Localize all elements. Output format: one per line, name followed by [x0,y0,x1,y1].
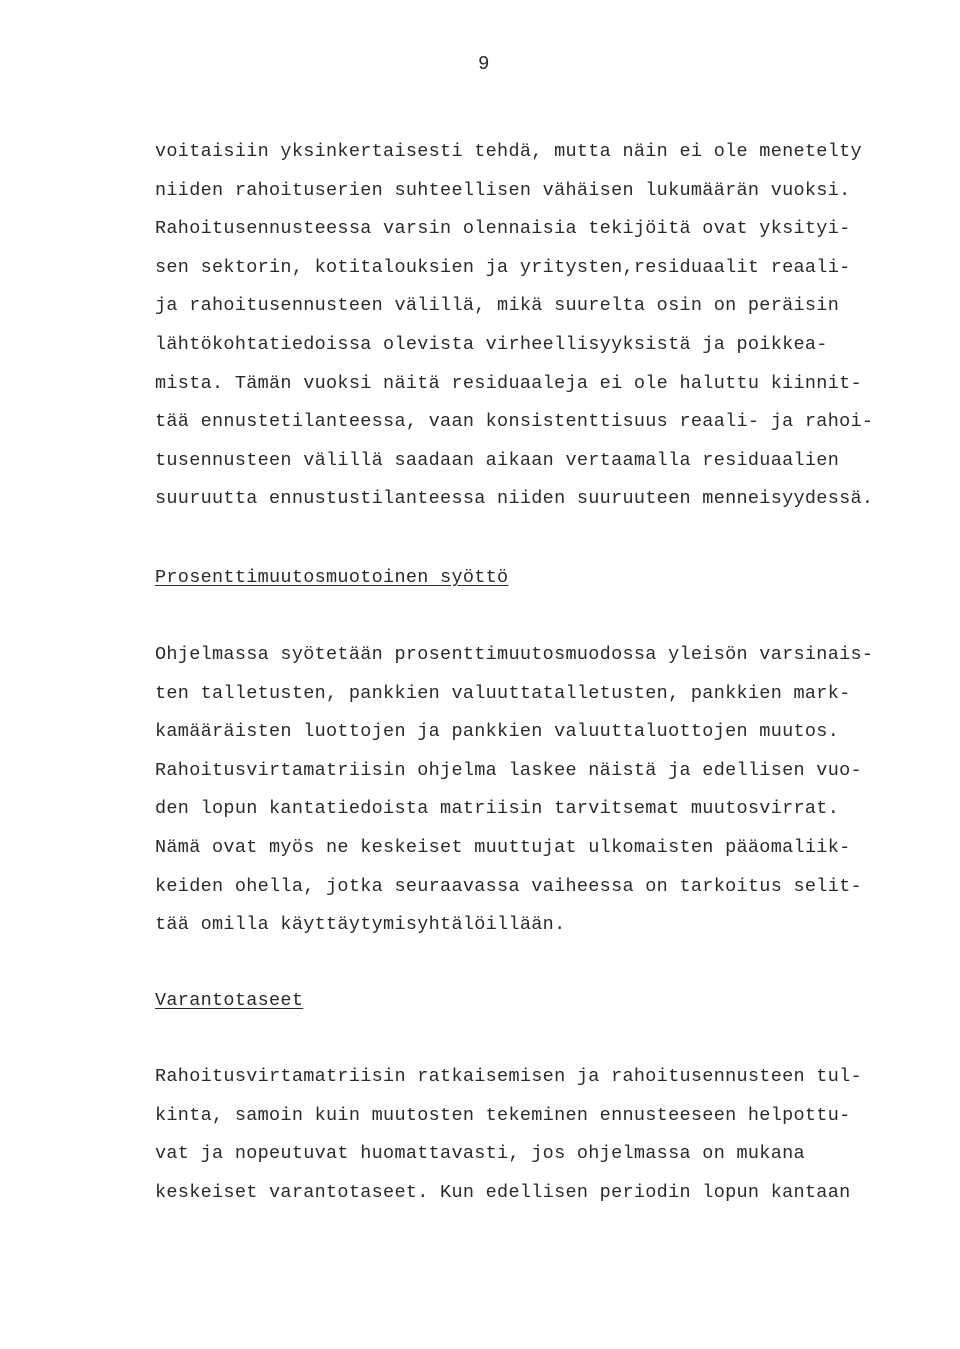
text-line: ten talletusten, pankkien valuuttatalletusten, pankkien mark- [155,682,851,704]
text-line: Rahoitusvirtamatriisin ohjelma laskee näistä ja edellisen vuo- [155,759,862,781]
text-line: vat ja nopeutuvat huomattavasti, jos ohjelmassa on mukana [155,1143,805,1165]
text-line: niiden rahoituserien suhteellisen vähäisen lukumäärän vuoksi. [155,179,851,201]
text-line: Rahoitusvirtamatriisin ratkaisemisen ja rahoitusennusteen tul- [155,1066,862,1087]
section-heading-percentage-input: Prosenttimuutosmuotoinen syöttö [155,567,509,588]
paragraph-percentage-input [155,643,895,952]
text-line: keiden ohella, jotka seuraavassa vaiheessa on tarkoitus selit- [155,875,862,897]
text-line: lähtökohtatiedoissa olevista virheellisyyksistä ja poikkea- [155,333,828,355]
paragraph-reserve-balances [155,1065,895,1219]
text-line: kinta, samoin kuin muutosten tekeminen ennusteeseen helpottu- [155,1104,851,1126]
text-line: kamääräisten luottojen ja pankkien valuuttaluottojen muutos. [155,721,840,743]
text-line: keskeiset varantotaseet. Kun edellisen periodin lopun kantaan [155,1181,851,1203]
text-line: tää omilla käyttäytymisyhtälöillään. [155,914,566,936]
text-line: voitaisiin yksinkertaisesti tehdä, mutta näin ei ole menetelty [155,141,862,162]
page-number: 9 [478,53,490,75]
text-line: tusennusteen välillä saadaan aikaan vertaamalla residuaalien [155,449,840,471]
text-line: Rahoitusennusteessa varsin olennaisia tekijöitä ovat yksityi- [155,218,851,240]
text-line: Nämä ovat myös ne keskeiset muuttujat ulkomaisten pääomaliik- [155,836,851,858]
text-line: sen sektorin, kotitalouksien ja yritysten,residuaalit reaali- [155,256,851,278]
section-heading-reserve-balances: Varantotaseet [155,990,304,1011]
text-line: tää ennustetilanteessa, vaan konsistenttisuus reaali- ja rahoi- [155,411,874,433]
paragraph-residuals [155,140,895,526]
text-line: Ohjelmassa syötetään prosenttimuutosmuodossa yleisön varsinais- [155,644,874,665]
text-line: mista. Tämän vuoksi näitä residuaaleja ei ole haluttu kiinnit- [155,372,862,394]
text-line: ja rahoitusennusteen välillä, mikä suurelta osin on peräisin [155,295,840,317]
text-line: den lopun kantatiedoista matriisin tarvitsemat muutosvirrat. [155,798,840,820]
text-line: suuruutta ennustustilanteessa niiden suuruuteen menneisyydessä. [155,488,874,510]
